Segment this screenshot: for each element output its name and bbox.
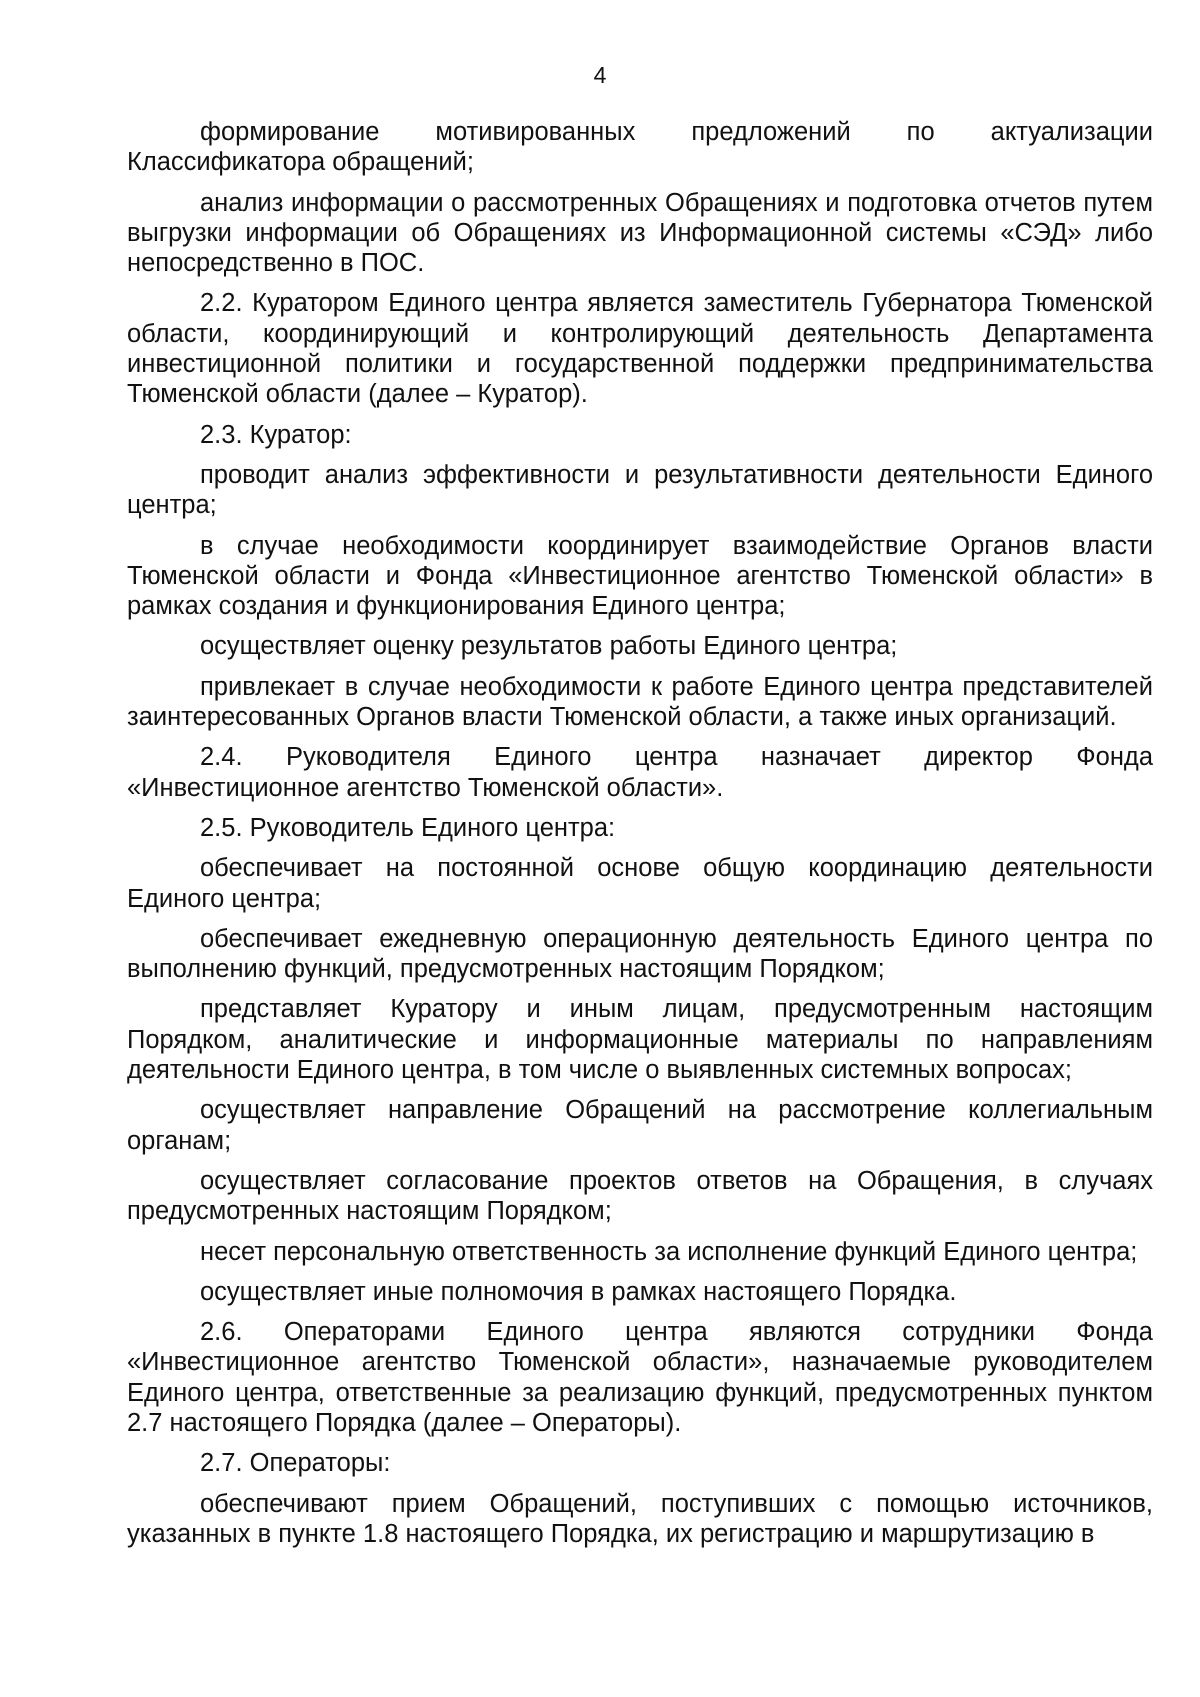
page-number: 4 bbox=[593, 62, 607, 88]
paragraph-5: проводит анализ эффективности и результативности деятельности Единого центра; bbox=[127, 460, 1153, 520]
paragraph-6: в случае необходимости координирует взаимодействие Органов власти Тюменской области и Фонда «Инвестиционное агентство Тюменской области» в рамках создания и функционирования Единого центра; bbox=[127, 531, 1153, 621]
paragraph-8: привлекает в случае необходимости к работе Единого центра представителей заинтересованных Органов власти Тюменской области, а также иных организаций. bbox=[127, 672, 1153, 732]
paragraph-20: обеспечивают прием Обращений, поступивших с помощью источников, указанных в пункте 1.8 настоящего Порядка, их регистрацию и маршрутизацию в bbox=[127, 1489, 1153, 1548]
paragraph-18: 2.6. Операторами Единого центра являются сотрудники Фонда «Инвестиционное агентство Тюменской области», назначаемые руководителем Единого центра, ответственные за реализацию функций, предусмотренных пунктом 2.7 настоящего Порядка (далее – Операторы). bbox=[127, 1318, 1153, 1437]
paragraph-2: анализ информации о рассмотренных Обращениях и подготовка отчетов путем выгрузки информации об Обращениях из Информационной системы «СЭД» либо непосредственно в ПОС. bbox=[127, 188, 1153, 278]
paragraph-19: 2.7. Операторы: bbox=[200, 1449, 391, 1478]
paragraph-7: осуществляет оценку результатов работы Единого центра; bbox=[200, 632, 898, 661]
paragraph-13: представляет Куратору и иным лицам, предусмотренным настоящим Порядком, аналитические и информационные материалы по направлениям деятельности Единого центра, в том числе о выявленных системных вопросах; bbox=[127, 995, 1153, 1085]
paragraph-17: осуществляет иные полномочия в рамках настоящего Порядка. bbox=[200, 1277, 957, 1306]
paragraph-3: 2.2. Куратором Единого центра является заместитель Губернатора Тюменской области, координирующий и контролирующий деятельность Департамента инвестиционной политики и государственной поддержки предпринимательства Тюменской области (далее – Куратор). bbox=[127, 289, 1153, 409]
paragraph-14: осуществляет направление Обращений на рассмотрение коллегиальным органам; bbox=[127, 1096, 1153, 1155]
paragraph-11: обеспечивает на постоянной основе общую координацию деятельности Единого центра; bbox=[127, 854, 1153, 913]
paragraph-1: формирование мотивированных предложений по актуализации Классификатора обращений; bbox=[127, 118, 1153, 177]
paragraph-12: обеспечивает ежедневную операционную деятельность Единого центра по выполнению функций, предусмотренных настоящим Порядком; bbox=[127, 924, 1153, 984]
paragraph-15: осуществляет согласование проектов ответов на Обращения, в случаях предусмотренных настоящим Порядком; bbox=[127, 1166, 1153, 1226]
paragraph-10: 2.5. Руководитель Единого центра: bbox=[200, 813, 616, 842]
document-body bbox=[127, 117, 1153, 1559]
paragraph-9: 2.4. Руководителя Единого центра назначает директор Фонда «Инвестиционное агентство Тюменской области». bbox=[127, 743, 1153, 802]
paragraph-4: 2.3. Куратор: bbox=[200, 420, 352, 449]
paragraph-16: несет персональную ответственность за исполнение функций Единого центра; bbox=[200, 1237, 1138, 1266]
